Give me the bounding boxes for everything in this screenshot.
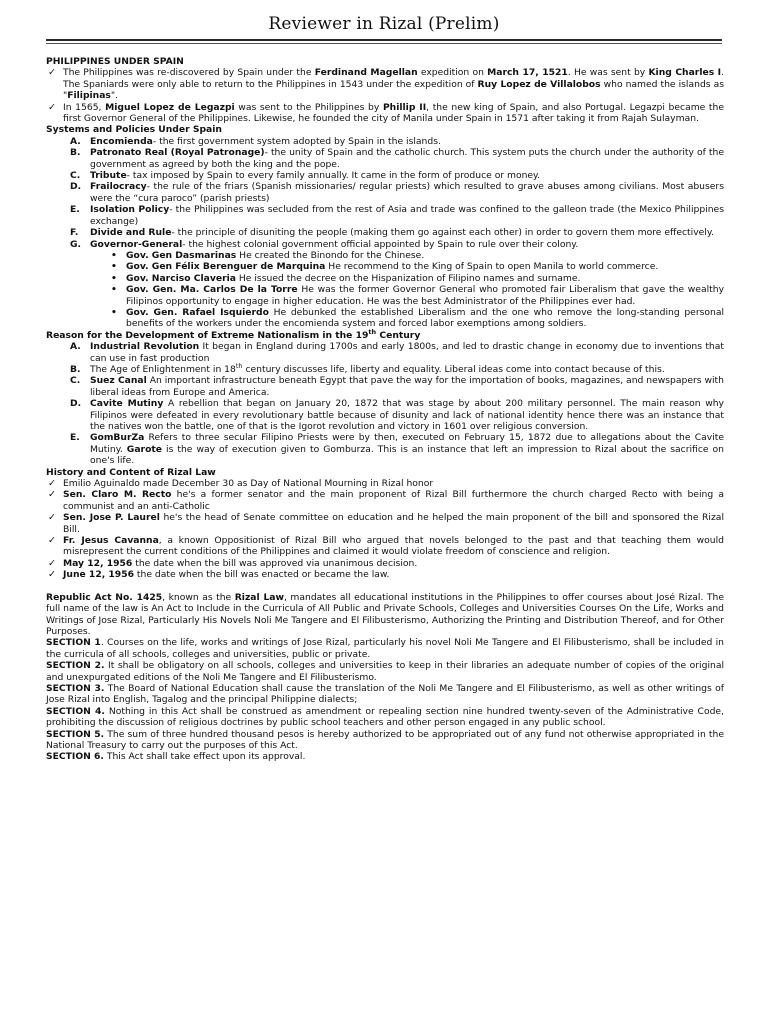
text-run: The Board of National Education shall cause the translation of the Noli Me Tangere and El Filibusterismo, as well as other writings of Jose Rizal into English, Tagalog and the principal Philippine dialects; [46,682,724,706]
paragraph [46,660,724,683]
text-run: - the highest colonial government official appointed by Spain to rule over their colony. [182,238,579,250]
lettered-list-item [46,170,724,181]
text-run: the date when the bill was approved via unanimous decision. [132,557,418,569]
text-run: It shall be obligatory on all schools, colleges and universities to keep in their libraries an adequate number of copies of the original and unexpurgated editions of the Noli Me Tangere and El Filibusterismo. [46,660,725,683]
checkmark-icon: ✓ [48,489,56,501]
lettered-list-item [46,398,724,432]
checkmark-icon: ✓ [48,512,56,524]
bold-term: Divide and Rule [90,227,172,239]
bold-term: Ruy Lopez de Villalobos [477,78,601,90]
text-run: Nothing in this Act shall be construed as amendment or repealing section nine hundred twenty-seven of the Administrative Code, prohibiting the discussion of religious doctrines by public school teachers and other person engaged in any public school. [46,705,724,729]
checkmark-icon: ✓ [48,569,56,581]
lettered-list-item [46,227,724,238]
bold-term: Patronato Real (Royal Patronage) [90,147,265,159]
text-run: A rebellion that began on January 20, 1872 that was stage by about 200 military personnel. The main reason why Filipinos were defeated in every revolutionary battle because of disunity and lack of national identity hence there was an instance that the natives won the battle, one of that is the Igorot revolution and victory in 1601 over religious conversion. [90,398,724,432]
text-run: . The Spaniards were only able to return to the Philippines in 1543 under the expedition of [63,67,725,90]
bullet-icon: • [111,249,117,261]
section-heading-nationalism: Reason for the Development of Extreme Nationalism in the 19th Century [46,327,421,341]
bold-term: Cavite Mutiny [90,398,164,410]
paragraph [46,729,724,752]
text-run: the date when the bill was enacted or became the law. [133,569,390,581]
text-run: He issued the decree on the Hispanization of Filipino names and surname. [235,272,581,284]
bullet-list-item [46,307,724,330]
bold-term: Fr. Jesus Cavanna [63,535,159,547]
bold-term: Rizal Law [234,591,284,603]
text-run: he's the head of Senate committee on education and he helped the main proponent of the bill and sponsored the Rizal Bill. [63,512,724,535]
lettered-list-item [46,432,724,466]
document-body [46,56,724,763]
checkmark-icon: ✓ [48,67,56,79]
bold-term: SECTION 3. [46,682,105,694]
bold-term: Frailocracy [90,181,147,193]
bullet-icon: • [111,272,117,284]
text-run: century discusses life, liberty and equality. Liberal ideas come into contact because of this. [242,363,665,375]
bold-term: Governor-General [90,238,183,250]
check-list-item [46,102,724,125]
lettered-list-item [46,136,724,147]
text-run: , a known Oppositionist of Rizal Bill who argued that novels belonged to the past and that teaching them would misrepresent the current conditions of the Philippines and claimed it would violate freedom of conscience and religion. [63,535,724,558]
bold-term: SECTION 6. [46,751,104,763]
bold-term: King Charles I [648,67,722,79]
text-run: He recommend to the King of Spain to open Manila to world commerce. [325,261,659,273]
nationalism-reasons-list [46,341,724,466]
paragraph [46,637,724,660]
bullet-list-item [46,273,724,284]
list-letter: D. [70,398,82,410]
list-letter: C. [70,170,81,182]
checkmark-icon: ✓ [48,557,56,569]
bold-term: June 12, 1956 [63,569,134,581]
text-run: - the principle of disuniting the people (making them go against each other) in order to govern them more effectively. [171,227,714,239]
bold-term: Tribute [90,170,127,182]
check-list-item [46,512,724,535]
bold-term: SECTION 4. [46,705,105,717]
list-letter: C. [70,375,81,387]
text-run: - the unity of Spain and the catholic church. This system puts the church under the authority of the government as agreed by both the king and the pope. [90,147,724,170]
text-run: , known as the [162,591,235,603]
paragraph [46,592,724,638]
lettered-list-item [46,375,724,398]
text-run: , the new king of Spain, and also Portugal. Legazpi became the first Governor General of the Philippines. Likewise, he founded the city of Manila under Spain in 1571 after taking it from Rajah Sulayman. [63,101,725,125]
text-run: An important infrastructure beneath Egypt that pave the way for the importation of books, magazines, and newspapers with liberal ideas from Europe and America. [90,375,724,398]
bold-term: Garote [126,443,163,455]
text-run: , mandates all educational institutions in the Philippines to offer courses about José Rizal. The full name of the law is An Act to Include in the Curricula of All Public and Private Schools, Colleges and Universities Courses On the Life, Works and Writings of Jose Rizal, Particularly His Novels Noli Me Tangere and El Filibusterismo, Authorizing the Printing and Distribution Thereof, and for Other Purposes. [46,591,724,637]
rizal-law-history-list [46,478,724,581]
bold-term: Phillip II [382,101,427,113]
bold-term: Industrial Revolution [90,341,200,353]
bold-term: Gov. Gen. Rafael Isquierdo [126,306,269,318]
text-run: ". [110,90,119,102]
list-letter: A. [70,341,81,353]
text-run: . Courses on the life, works and writings of Jose Rizal, particularly his novel Noli Me Tangere and El Filibusterismo, shall be included in the curricula of all schools, colleges and universities, public or private. [46,637,724,660]
bold-term: SECTION 5. [46,728,105,740]
bold-term: Ferdinand Magellan [314,67,418,79]
lettered-list-item [46,341,724,364]
bold-term: Sen. Claro M. Recto [63,489,172,501]
text-run: Emilio Aguinaldo made December 30 as Day of National Mourning in Rizal honor [63,478,434,490]
text-run: he's a former senator and the main proponent of Rizal Bill furthermore the church charged Recto with being a communist and an anti-Catholic [63,489,725,512]
section-heading-spain: PHILIPPINES UNDER SPAIN [46,56,184,67]
bold-term: Suez Canal [90,375,147,387]
bullet-icon: • [111,306,117,318]
text-run: The Age of Enlightenment in 18 [90,363,236,375]
list-letter: B. [70,363,81,375]
bold-term: Isolation Policy [90,204,170,216]
bold-term: Gov. Narciso Claveria [126,272,236,284]
bold-term: Gov. Gen Dasmarinas [126,249,237,261]
text-run: - the Philippines was secluded from the rest of Asia and trade was confined to the galleon trade (the Mexico Philippines exchange) [90,204,724,227]
text-run: The Philippines was re-discovered by Spain under the [63,67,315,79]
bullet-list-item [46,250,724,261]
bold-term: Filipinas [67,90,111,102]
text-run: who named the islands as " [63,78,724,102]
paragraph [46,751,724,762]
bold-term: Sen. Jose P. Laurel [63,512,160,524]
list-letter: B. [70,147,81,159]
bullet-list-item [46,284,724,307]
lettered-list-item [46,239,724,250]
bold-term: Gov. Gen. Ma. Carlos De la Torre [126,284,298,296]
spain-history-list [46,67,724,124]
text-run: - tax imposed by Spain to every family annually. It came in the form of produce or money. [126,170,541,182]
text-run: was sent to the Philippines by [234,101,383,113]
lettered-list-item [46,204,724,227]
checkmark-icon: ✓ [48,101,56,113]
text-run: He created the Binondo for the Chinese. [236,249,425,261]
list-letter: E. [70,204,80,216]
list-letter: E. [70,432,80,444]
text-run: This Act shall take effect upon its approval. [103,751,306,763]
text-run: is the way of execution given to Gomburza. This is an instance that left an impression to Rizal about the sacrifice on one's life. [90,443,725,467]
page-title: Reviewer in Rizal (Prelim) [268,14,500,34]
bullet-icon: • [111,261,117,273]
text-run: He debunked the established Liberalism and the one who remove the long-standing personal benefits of the workers under the encomienda system and forced labor exemptions among soldiers. [126,306,725,330]
text-run: - the first government system adopted by Spain in the islands. [152,135,441,147]
check-list-item [46,67,724,101]
text-run: The sum of three hundred thousand pesos is hereby authorized to be appropriated out of any fund not otherwise appropriated in the National Treasury to carry out the purposes of this Act. [46,728,725,751]
systems-policies-list [46,136,724,250]
bold-term: March 17, 1521 [487,67,568,79]
bold-term: Republic Act No. 1425 [46,591,163,603]
bold-term: May 12, 1956 [63,557,133,569]
text-run: In 1565, [63,101,106,113]
list-letter: D. [70,181,82,193]
bold-term: GomBurZa [90,432,145,444]
text-run: Refers to three secular Filipino Priests were by then, executed on February 15, 1872 due to allegations about the Cavite Mutiny. [90,432,724,455]
list-letter: F. [70,227,79,239]
bold-term: Encomienda [90,135,153,147]
governors-list [46,250,724,330]
bold-term: SECTION 2. [46,660,105,672]
checkmark-icon: ✓ [48,478,56,490]
list-letter: G. [70,238,82,250]
text-run: He was the former Governor General who promoted fair Liberalism that gave the wealthy Filipinos opportunity to engage in higher education. He was the best Administrator of the Philippines ever had. [126,284,724,307]
republic-act-text [46,592,724,763]
text-run: . He was sent by [567,67,649,79]
text-run: th [235,361,243,370]
bold-term: Miguel Lopez de Legazpi [105,101,235,113]
text-run: expedition on [417,67,488,79]
bullet-icon: • [111,284,117,296]
checkmark-icon: ✓ [48,535,56,547]
title-rule [46,39,722,41]
bullet-list-item [46,261,724,272]
section-heading-systems: Systems and Policies Under Spain [46,124,222,136]
paragraph [46,706,724,729]
title-rule-thin [46,43,722,44]
bold-term: Gov. Gen Félix Berenguer de Marquina [126,261,326,273]
lettered-list-item [46,181,724,204]
spacer [46,581,724,592]
bold-term: SECTION 1 [46,637,101,649]
paragraph [46,683,724,706]
lettered-list-item [46,147,724,170]
check-list-item [46,489,724,512]
check-list-item [46,478,724,489]
section-heading-rizal-law: History and Content of Rizal Law [46,466,216,478]
check-list-item [46,569,724,580]
check-list-item [46,535,724,558]
text-run: It began in England during 1700s and early 1800s, and led to drastic change in economy due to inventions that can use in fast production [90,341,724,364]
check-list-item [46,558,724,569]
text-run: - the rule of the friars (Spanish missionaries/ regular priests) which resulted to grave abuses among civilians. Most abusers were the “cura paroco” (parish priests) [90,181,724,204]
list-letter: A. [70,135,81,147]
lettered-list-item [46,361,724,375]
